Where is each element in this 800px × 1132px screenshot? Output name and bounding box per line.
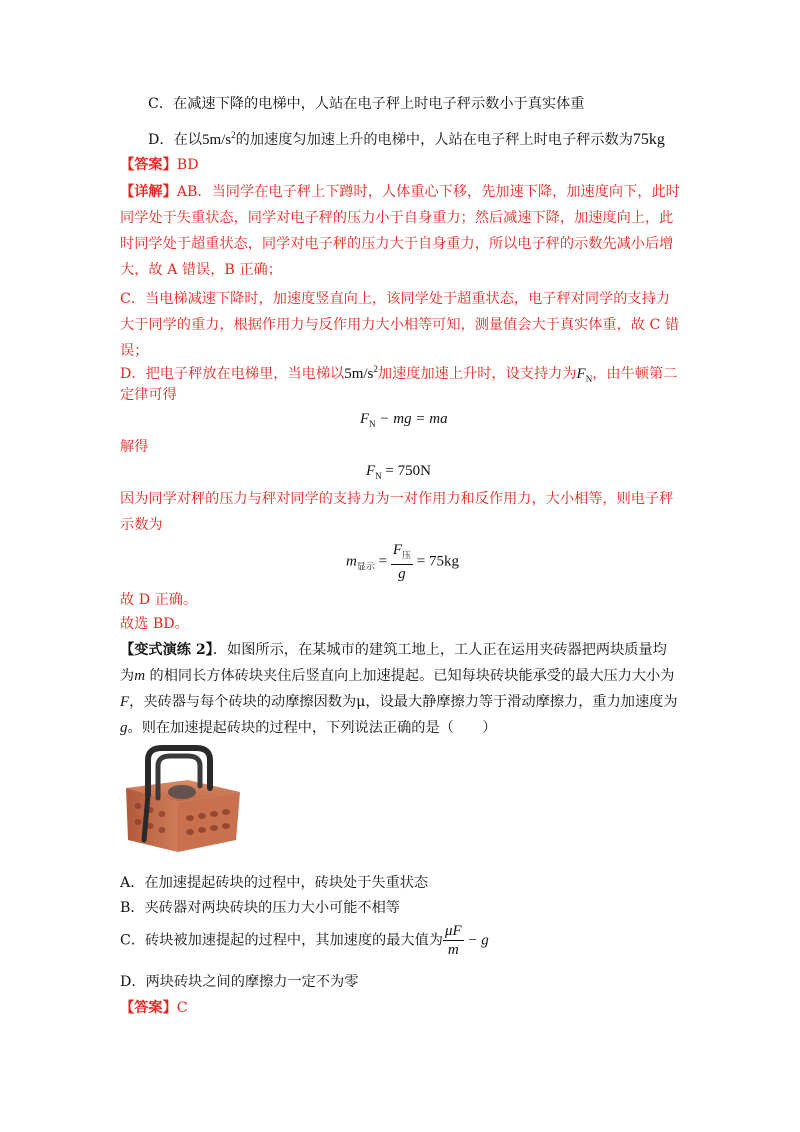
option-d-accel: $5m/s^2$ [201,130,236,148]
detail-d-line-1: D．把电子秤放在电梯里，当电梯以$5m/s^2$加速度加速上升时，设支持力为$F_N$，由牛顿第二 [120,364,678,384]
conclusion-d: 故 D 正确。 [120,592,198,608]
q2-answer-label: 【答案】 [120,1000,177,1016]
q2-option-c-fraction: $\frac{\mu F}{m}$ [444,923,462,958]
detail-ab-line-3: 时同学处于超重状态，同学对电子秤的压力大于自身重力，所以电子秤的示数先减小后增 [120,236,674,252]
q2-text-line-4: g。则在加速提起砖块的过程中，下列说法正确的是（ ） [120,720,497,736]
detail-ab-line-2: 同学处于失重状态，同学对电子秤的压力小于自身重力；然后减速下降，加速度向上，此 [120,210,674,226]
option-d-value: 75kg [632,131,665,148]
option-c: C．在减速下降的电梯中，人站在电子秤上时电子秤示数小于真实体重 [148,96,585,112]
because-line-2: 示数为 [120,517,163,533]
conclusion-choice: 故选 BD。 [120,616,189,632]
q2-text-line-3: F，夹砖器与每个砖块的动摩擦因数为μ，设最大静摩擦力等于滑动摩擦力，重力加速度为 [120,694,678,710]
answer-value: BD [176,157,199,173]
option-d-prefix: D．在以 [148,132,202,148]
q2-option-d: D．两块砖块之间的摩擦力一定不为零 [120,974,359,990]
equation-newton: $F_N$ − mg = ma [360,411,448,429]
detail-label: 【详解】 [120,184,177,200]
detail-c-line-2: 大于同学的重力，根据作用力与反作用力大小相等可知，测量值会大于真实体重，故 C 错 [120,317,680,333]
detail-ab-line-1: 【详解】AB．当同学在电子秤上下蹲时，人体重心下移，先加速下降，加速度向下，此时 [120,184,680,200]
fraction: $\frac{F_压}{g}$ [392,542,412,582]
detail-c-line-1: C．当电梯减速下降时，加速度竖直向上，该同学处于超重状态，电子秤对同学的支持力 [120,291,670,307]
equation-result: $F_N = 750N$ [366,463,431,481]
q2-option-c: C．砖块被加速提起的过程中，其加速度的最大值为 $\frac{\mu F}{m}$ − g [120,923,489,958]
detail-d-force: $F_N$ [576,366,593,384]
q2-answer-line [120,998,188,1018]
q2-text-line-1: 【变式演练 2】．如图所示，在某城市的建筑工地上，工人正在运用夹砖器把两块质量均 [120,642,667,658]
equation-display-mass: $m_{显示}$ = $\frac{F_压}{g}$ = 75kg [346,542,459,582]
detail-c-line-3: 误； [120,343,149,359]
brick-tongs-image [118,740,248,860]
q2-answer-value: C [176,1000,188,1016]
because-line-1: 因为同学对秤的压力与秤对同学的支持力为一对作用力和反作用力，大小相等，则电子秤 [120,491,674,507]
brick-clamp-illustration [118,740,248,860]
option-d [148,125,665,150]
answer-label: 【答案】 [120,157,177,173]
option-d-middle: 的加速度匀加速上升的电梯中，人站在电子秤上时电子秤示数为 [235,132,633,148]
detail-ab-line-4: 大，故 A 错误，B 正确； [120,262,282,278]
q2-option-b: B．夹砖器对两块砖块的压力大小可能不相等 [120,900,400,916]
detail-d-line-2: 定律可得 [120,387,177,403]
answer-line [120,155,199,175]
q2-title: 【变式演练 2】 [120,642,213,658]
q2-text-line-2: 为m 的相同长方体砖块夹住后竖直向上加速提起。已知每块砖块能承受的最大压力大小为 [120,668,675,684]
solve-label: 解得 [120,439,149,455]
q2-option-a: A．在加速提起砖块的过程中，砖块处于失重状态 [120,875,429,891]
detail-d-accel: $5m/s^2$ [344,364,378,382]
